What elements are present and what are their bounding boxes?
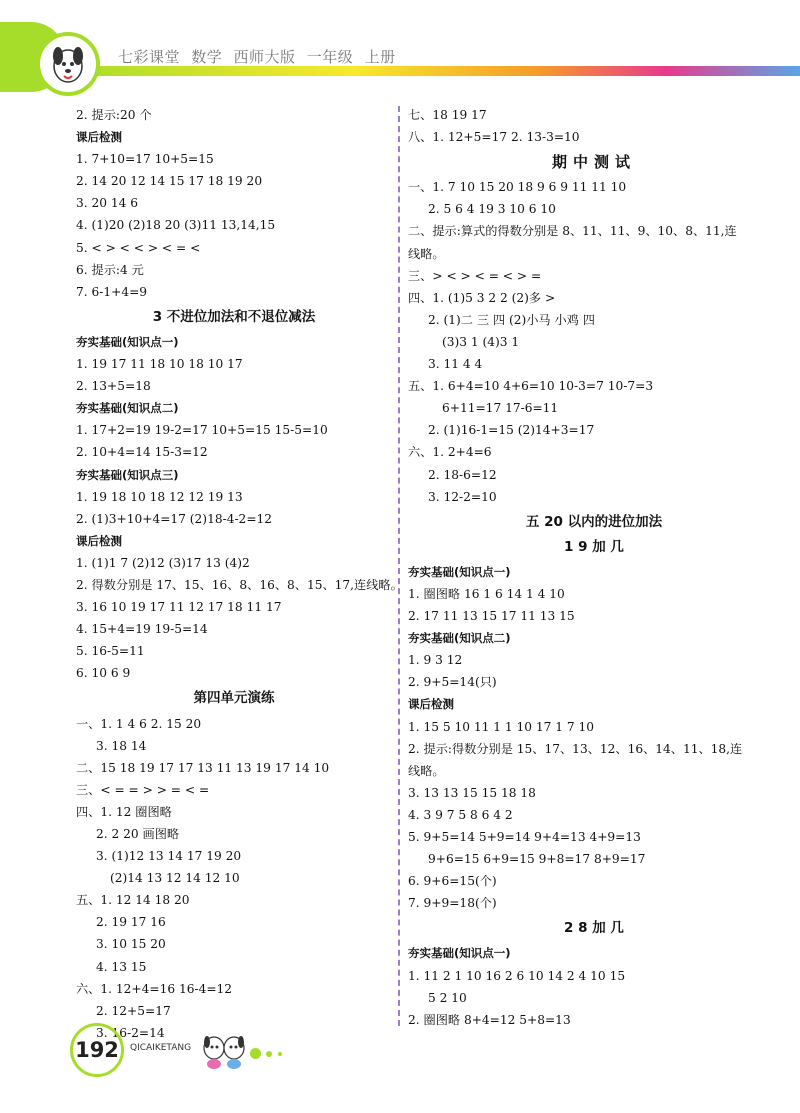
answer-line: 3. 16 10 19 17 11 12 17 18 11 17 [76, 600, 282, 615]
answer-line: 一、1. 1 4 6 2. 15 20 [76, 716, 202, 731]
answer-line: 2. 得数分别是 17、15、16、8、16、8、15、17,连线略。 [76, 577, 403, 592]
answer-line: 3. (1)12 13 14 17 19 20 [96, 849, 242, 864]
answer-line: 八、1. 12+5=17 2. 13-3=10 [408, 130, 580, 145]
answer-line: 四、1. 12 圈图略 [76, 804, 172, 819]
answer-line: 6. 9+6=15(个) [408, 874, 497, 889]
left-column [76, 104, 403, 1044]
page-header [0, 0, 800, 100]
subsection-label: 夯实基础(知识点一) [408, 946, 511, 961]
answer-line: 二、提示:算式的得数分别是 8、11、11、9、10、8、11,连 [408, 224, 737, 239]
answer-line: 2. 12+5=17 [96, 1003, 171, 1018]
dog-mascot-logo-icon [36, 32, 100, 96]
answer-line: 6+11=17 17-6=11 [442, 401, 559, 416]
answer-line: 五、1. 6+4=10 4+6=10 10-3=7 10-7=3 [408, 379, 654, 394]
answer-line: 1. 11 2 1 10 16 2 6 10 14 2 4 10 15 [408, 968, 626, 983]
answer-line: 2. 提示:20 个 [76, 108, 152, 122]
answer-line: 2. (1)3+10+4=17 (2)18-4-2=12 [76, 511, 273, 526]
footer-dot [266, 1051, 272, 1057]
section-heading: 五 20 以内的进位加法 [525, 513, 663, 530]
answer-line: 2. 2 20 画图略 [96, 827, 180, 841]
answer-line: 3. 10 15 20 [96, 937, 166, 952]
subsection-label: 夯实基础(知识点二) [76, 401, 179, 416]
answer-line: 六、1. 2+4=6 [408, 445, 492, 460]
page-number: 192 [70, 1023, 124, 1077]
answer-line: 四、1. (1)5 3 2 2 (2)多 > [408, 290, 556, 305]
subsection-label: 夯实基础(知识点二) [408, 631, 511, 646]
answer-line: 7. 9+9=18(个) [408, 896, 497, 911]
answer-line: 线略。 [408, 763, 445, 778]
answer-line: 1. 17+2=19 19-2=17 10+5=15 15-5=10 [76, 423, 328, 438]
answer-line: 1. 15 5 10 11 1 1 10 17 1 7 10 [408, 719, 595, 734]
answer-line: 2. 13+5=18 [76, 379, 151, 394]
answer-line: (2)14 13 12 14 12 10 [110, 871, 240, 886]
answer-line: 2. 14 20 12 14 15 17 18 19 20 [76, 174, 263, 189]
subsection-label: 夯实基础(知识点三) [76, 467, 179, 482]
answer-line: 三、> < > < = < > = [408, 268, 542, 283]
subsection-label: 课后检测 [76, 130, 122, 145]
answer-line: 1. 19 18 10 18 12 12 19 13 [76, 489, 243, 504]
answer-line: 二、15 18 19 17 17 13 11 13 19 17 14 10 [76, 760, 330, 775]
answer-line: 2. (1)16-1=15 (2)14+3=17 [428, 423, 595, 438]
answer-line: 3. 11 4 4 [428, 357, 483, 372]
answer-line: 五、1. 12 14 18 20 [76, 893, 190, 908]
answer-line: 2. 17 11 13 15 17 11 13 15 [408, 609, 575, 624]
answer-line: 3. 16-2=14 [96, 1025, 165, 1040]
answer-line: 1. (1)1 7 (2)12 (3)17 13 (4)2 [76, 555, 250, 570]
answer-line: 4. 3 9 7 5 8 6 4 2 [408, 807, 513, 822]
section-heading: 第四单元演练 [193, 690, 275, 707]
answer-line: 3. 12-2=10 [428, 489, 497, 504]
mascot-pair-icon [200, 1030, 248, 1072]
answer-line: 1. 7+10=17 10+5=15 [76, 152, 214, 167]
answer-line: 2. 5 6 4 19 3 10 6 10 [428, 202, 556, 217]
answer-line: 三、< = = > > = < = [76, 782, 210, 797]
section-heading: 3 不进位加法和不退位减法 [152, 308, 316, 325]
answer-line: 1. 19 17 11 18 10 18 10 17 [76, 357, 243, 372]
answer-line: 5. 16-5=11 [76, 644, 145, 659]
subsection-label: 夯实基础(知识点一) [76, 334, 179, 349]
section-heading: 1 9 加 几 [564, 538, 624, 555]
answer-line: 3. 13 13 15 15 18 18 [408, 785, 536, 800]
answer-line: 4. 15+4=19 19-5=14 [76, 622, 208, 637]
answer-line: 线略。 [408, 246, 445, 261]
right-column [408, 104, 780, 1031]
answer-line: 5. 9+5=14 5+9=14 9+4=13 4+9=13 [408, 830, 641, 844]
footer-dot [250, 1048, 261, 1059]
section-heading: 期中测试 [551, 153, 636, 172]
answer-line: 3. 18 14 [96, 738, 147, 753]
answer-line: 5. < > < < > < = < [76, 240, 201, 255]
answer-line: 3. 20 14 6 [76, 196, 139, 211]
subsection-label: 课后检测 [408, 697, 454, 712]
answer-line: 7. 6-1+4=9 [76, 284, 148, 299]
answer-line: 2. 19 17 16 [96, 915, 166, 930]
header-title: 七彩课堂 数学 西师大版 一年级 上册 [118, 48, 396, 66]
answer-line: 4. 13 15 [96, 959, 147, 974]
answer-line: 2. 提示:得数分别是 15、17、13、12、16、14、11、18,连 [408, 741, 743, 756]
subsection-label: 课后检测 [76, 533, 122, 548]
answer-line: 6. 提示:4 元 [76, 262, 144, 277]
answer-line: 2. (1)二 三 四 (2)小马 小鸡 四 [428, 312, 595, 327]
answer-line: 六、1. 12+4=16 16-4=12 [76, 981, 233, 996]
answer-line: 2. 10+4=14 15-3=12 [76, 445, 208, 460]
answer-line: (3)3 1 (4)3 1 [442, 334, 520, 349]
answer-line: 七、18 19 17 [408, 108, 487, 122]
answer-line: 6. 10 6 9 [76, 666, 131, 681]
answer-line: 5 2 10 [428, 990, 467, 1005]
answer-line: 2. 圈图略 8+4=12 5+8=13 [408, 1012, 571, 1027]
footer-brand: QICAIKETANG [130, 1043, 192, 1053]
column-divider [398, 106, 400, 1026]
answer-line: 2. 18-6=12 [428, 467, 497, 482]
section-heading: 2 8 加 几 [564, 920, 624, 937]
answer-line: 一、1. 7 10 15 20 18 9 6 9 11 11 10 [408, 180, 627, 195]
answer-line: 1. 圈图略 16 1 6 14 1 4 10 [408, 586, 565, 601]
answer-line: 4. (1)20 (2)18 20 (3)11 13,14,15 [76, 218, 276, 233]
subsection-label: 夯实基础(知识点一) [408, 564, 511, 579]
header-rainbow-bar [55, 66, 800, 76]
answer-line: 9+6=15 6+9=15 9+8=17 8+9=17 [428, 852, 646, 867]
footer-dot [278, 1052, 282, 1056]
answer-line: 1. 9 3 12 [408, 653, 463, 668]
answer-line: 2. 9+5=14(只) [408, 675, 497, 690]
